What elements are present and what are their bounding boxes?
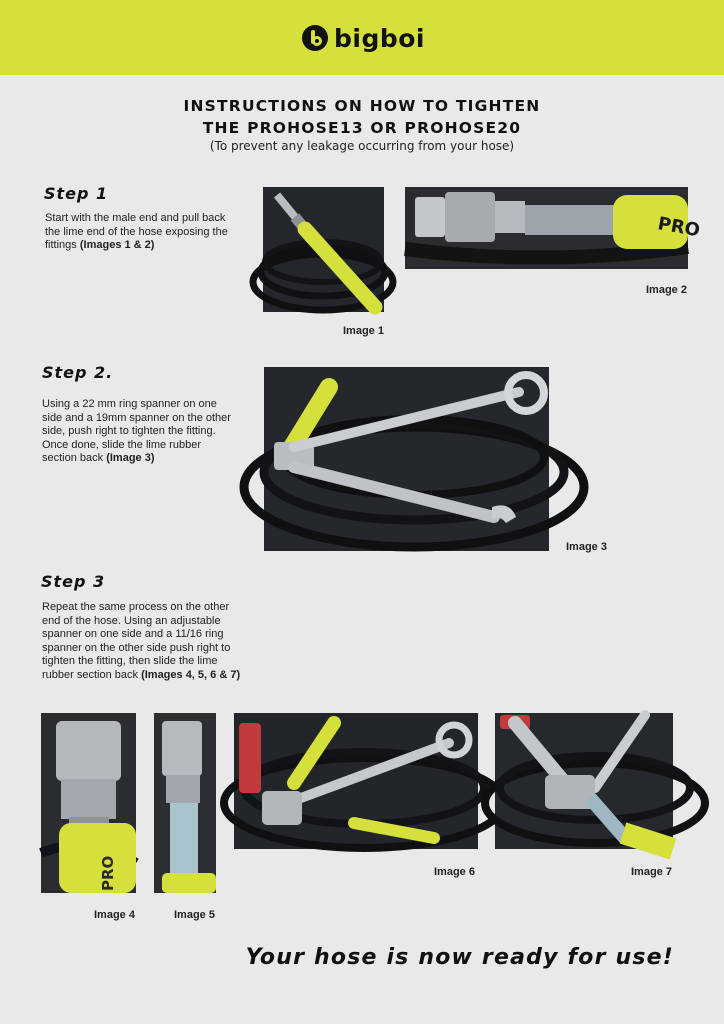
image-3-caption: Image 3 <box>566 541 607 553</box>
step-1-heading: Step 1 <box>44 184 109 203</box>
image-1-photo <box>263 187 384 312</box>
closing-message: Your hose is now ready for use! <box>245 945 674 970</box>
step-1-text <box>45 212 240 253</box>
brand-logo <box>302 22 425 54</box>
header-bar <box>0 0 724 75</box>
image-2-photo <box>405 187 702 269</box>
step-3-text <box>42 601 247 682</box>
image-4-pro-label: PRO <box>99 855 117 891</box>
subtitle: (To prevent any leakage occurring from your hose) <box>209 139 515 153</box>
image-5-photo <box>154 713 216 893</box>
step-3-body: Repeat the same process on the other end of the hose. Using an adjustable spanner on one side and a 11/16 ring spanner on the other side push right to tighten the fitting, then slide the lime rubber section back <box>42 601 231 681</box>
brand-logo-icon <box>302 25 328 51</box>
step-2-heading: Step 2. <box>42 363 114 382</box>
step-3-ref: (Images 4, 5, 6 & 7) <box>141 668 241 681</box>
step-2-body: Using a 22 mm ring spanner on one side and a 19mm spanner on the other side, push right to tighten the fitting. Once done, slide the lime rubber section back <box>42 398 231 464</box>
step-2-text <box>42 398 237 466</box>
step-1-ref: (Images 1 & 2) <box>79 239 155 251</box>
step-3-heading: Step 3 <box>41 572 106 591</box>
brand-name: bigboi <box>334 23 426 53</box>
step-1-body: Start with the male end and pull back the lime end of the hose exposing the fittings <box>45 212 228 251</box>
image-5-caption: Image 5 <box>174 909 215 921</box>
image-1-caption: Image 1 <box>343 325 384 337</box>
image-7-caption: Image 7 <box>631 866 672 878</box>
image-4-caption: Image 4 <box>94 909 135 921</box>
title-line-1: INSTRUCTIONS ON HOW TO TIGHTEN <box>183 97 541 115</box>
image-2-pro-label: PRO <box>656 213 702 242</box>
image-7-photo <box>495 713 673 849</box>
image-6-photo <box>234 713 478 849</box>
image-2-caption: Image 2 <box>646 284 687 296</box>
step-2-ref: (Image 3) <box>106 452 155 464</box>
image-4-photo <box>41 713 136 893</box>
image-3-photo <box>264 367 549 551</box>
image-6-caption: Image 6 <box>434 866 475 878</box>
title-line-2: THE PROHOSE13 OR PROHOSE20 <box>202 119 522 137</box>
